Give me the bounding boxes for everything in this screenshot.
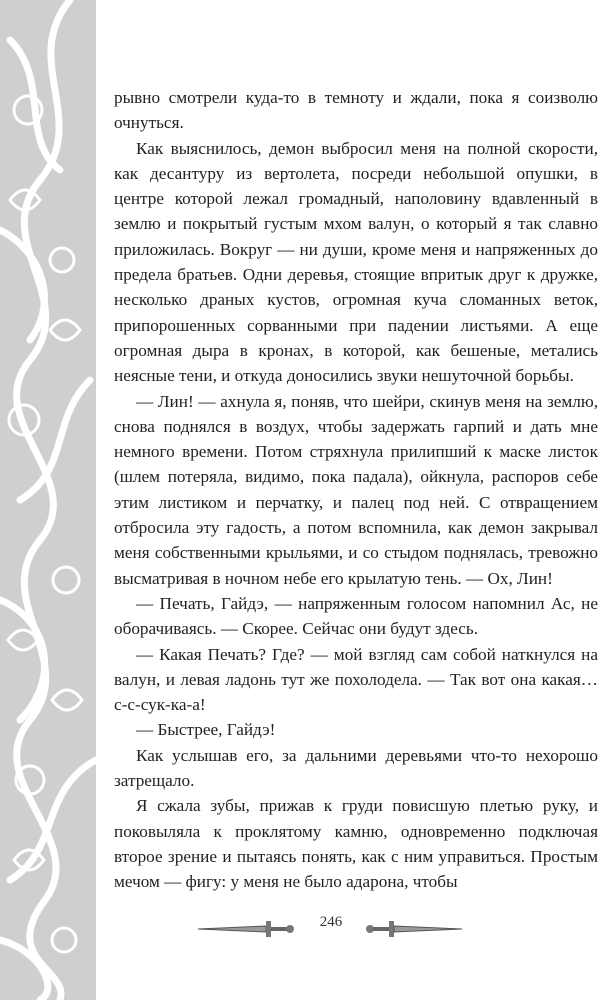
page-number: 246 bbox=[319, 914, 343, 930]
paragraph: Я сжала зубы, прижав к груди повисшую плетью руку, и поковыляла к проклятому камню, одновременно подключая второе зрение и пытаясь понять, как с ним управиться. Простым мечом — фигу: у меня не было адарона, чтобы bbox=[114, 796, 598, 892]
paragraph: — Лин! — ахнула я, поняв, что шейри, скинув меня на землю, снова поднялся в воздух, чтобы задержать гарпий и дать мне немного времени. Потом стряхнула прилипший к маске листок (шлем потеряла, видимо, пока падала), ойкнула, распоров себе этим листиком и перчатку, и палец под ней. С отвращением отбросила эту гадость, а потом вспомнила, как демон закрывал меня собственными крыльями, и со стыдом поднялась, тревожно высматривая в ночном небе его крылатую тень. — Ох, Лин! bbox=[114, 391, 598, 588]
sword-icon bbox=[196, 918, 296, 940]
paragraph: — Печать, Гайдэ, — напряженным голосом напомнил Ас, не оборачиваясь. — Скорее. Сейчас они будут здесь. bbox=[114, 593, 598, 639]
sword-icon bbox=[364, 918, 464, 940]
page-footer bbox=[196, 908, 466, 948]
paragraph: рывно смотрели куда-то в темноту и ждали, пока я соизволю очнуться. bbox=[114, 88, 598, 133]
floral-border-ornament bbox=[0, 0, 96, 1000]
paragraph: Как выяснилось, демон выбросил меня на полной скорости, как десантуру из вертолета, посреди небольшой опушки, в центре которой лежал громадный, наполовину вдавленный в землю и покрытый густым мхом валун, о который я так славно приложилась. Вокруг — ни души, кроме меня и напряженных до предела братьев. Одни деревья, стоящие впритык друг к дружке, несколько драных кустов, огромная куча сломанных веток, припорошенных сорванными при падении листьями. А еще огромная дыра в кронах, в которой, как бешеные, метались неясные тени, и откуда доносились звуки нешуточной борьбы. bbox=[114, 138, 598, 386]
paragraph: Как услышав его, за дальними деревьями что-то нехорошо затрещало. bbox=[114, 745, 598, 791]
paragraph: — Быстрее, Гайдэ! bbox=[136, 720, 276, 740]
page-text bbox=[114, 85, 598, 895]
paragraph: — Какая Печать? Где? — мой взгляд сам собой наткнулся на валун, и левая ладонь тут же похолодела. — Так вот она какая… с-с-сук-ка-а! bbox=[114, 644, 598, 715]
